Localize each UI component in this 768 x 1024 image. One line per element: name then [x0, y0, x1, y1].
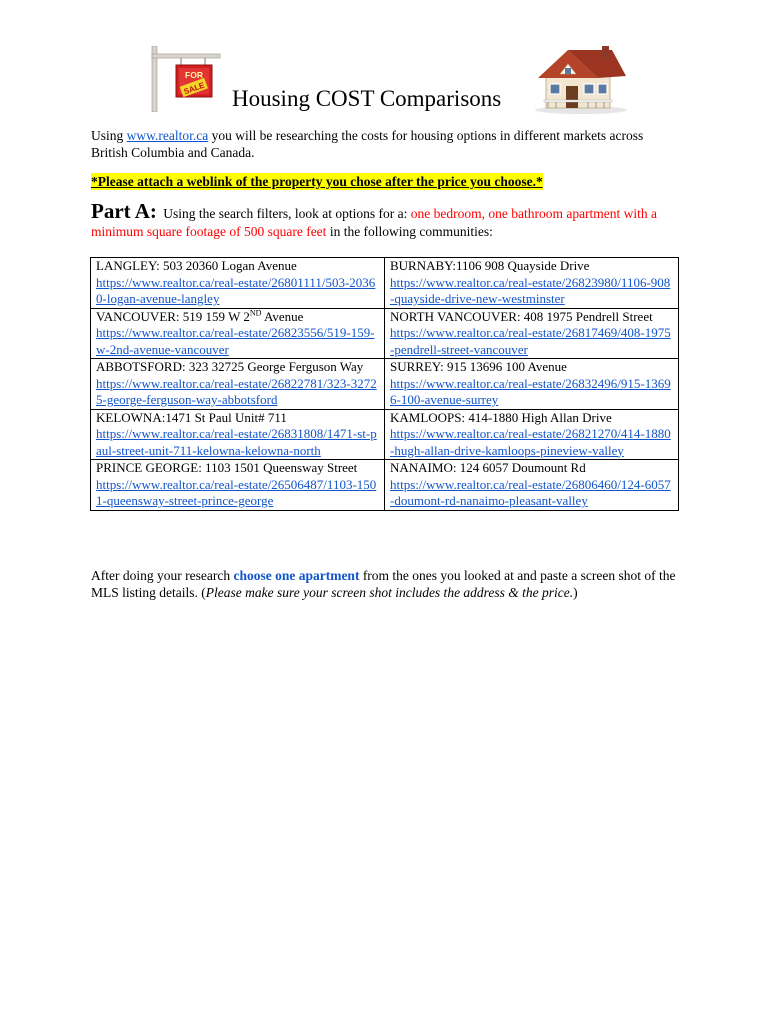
listing-cell-surrey [385, 359, 679, 410]
listing-link[interactable]: https://www.realtor.ca/real-estate/26801111/503-20360-logan-avenue-langley [96, 274, 376, 306]
listing-link[interactable]: https://www.realtor.ca/real-estate/26821270/414-1880-hugh-allan-drive-kamloops-pineview-valley [390, 426, 671, 458]
listing-cell-north-vancouver [385, 308, 679, 359]
after-italic-note: Please make sure your screen shot includes the address & the price. [205, 585, 574, 600]
after-research-paragraph [91, 567, 681, 601]
for-sale-sign-icon [148, 46, 222, 112]
listing-cell-kamloops [385, 409, 679, 460]
listing-cell-vancouver [91, 308, 385, 359]
listing-address: KELOWNA:1471 St Paul Unit# 711 [96, 409, 287, 425]
sign-sale-label: SALE [182, 80, 206, 97]
listing-address: NORTH VANCOUVER: 408 1975 Pendrell Street [390, 308, 653, 324]
intro-prefix: Using [91, 128, 127, 143]
ordinal-superscript: ND [249, 308, 262, 318]
attach-weblink-note: *Please attach a weblink of the property you chose after the price you choose.* [91, 174, 543, 189]
listing-link[interactable]: https://www.realtor.ca/real-estate/26806460/124-6057-doumont-rd-nanaimo-pleasant-valley [390, 476, 671, 508]
after-text3: ) [573, 585, 578, 600]
part-a-text2: in the following communities: [326, 224, 493, 239]
listing-cell-kelowna [91, 409, 385, 460]
listing-address: ABBOTSFORD: 323 32725 George Ferguson Way [96, 359, 364, 374]
part-a-heading: Part A: [91, 199, 157, 223]
house-icon [532, 44, 630, 114]
intro-paragraph [91, 127, 681, 161]
address-part: VANCOUVER: 519 159 W 2 [96, 308, 250, 324]
listing-link[interactable]: https://www.realtor.ca/real-estate/26506487/1103-1501-queensway-street-prince-george [96, 476, 377, 508]
choose-apartment-emphasis: choose one apartment [233, 568, 360, 583]
listing-cell-nanaimo [385, 460, 679, 511]
part-a-text1: Using the search filters, look at options for a: [163, 206, 411, 221]
table-row [91, 460, 679, 511]
sign-for-label: FOR [185, 70, 203, 80]
listing-address: NANAIMO: 124 6057 Doumount Rd [390, 460, 586, 475]
listing-link[interactable]: https://www.realtor.ca/real-estate/26831808/1471-st-paul-street-unit-711-kelowna-kelowna-north [96, 426, 377, 458]
listing-cell-langley [91, 258, 385, 309]
part-a-criteria: one bedroom, one bathroom apartment with a minimum square footage of 500 square feet [91, 206, 658, 239]
table-row [91, 409, 679, 460]
listing-link[interactable]: https://www.realtor.ca/real-estate/26817469/408-1975-pendrell-street-vancouver [390, 325, 671, 357]
table-row [91, 359, 679, 410]
listing-cell-abbotsford [91, 359, 385, 410]
listing-address [96, 309, 380, 326]
listing-link[interactable]: https://www.realtor.ca/real-estate/26832496/915-13696-100-avenue-surrey [390, 375, 671, 407]
intro-suffix: you will be researching the costs for housing options in different markets across British Columbia and Canada. [91, 128, 644, 160]
listing-link[interactable]: https://www.realtor.ca/real-estate/26823556/519-159-w-2nd-avenue-vancouver [96, 325, 375, 357]
after-text1: After doing your research [91, 568, 234, 583]
listing-address: KAMLOOPS: 414-1880 High Allan Drive [390, 409, 612, 425]
communities-table [90, 257, 679, 511]
table-row [91, 258, 679, 309]
listing-address: BURNABY:1106 908 Quayside Drive [390, 258, 590, 273]
listing-cell-burnaby [385, 258, 679, 309]
realtor-link[interactable]: www.realtor.ca [126, 128, 209, 143]
listing-cell-prince-george [91, 460, 385, 511]
listing-link[interactable]: https://www.realtor.ca/real-estate/26823980/1106-908-quayside-drive-new-westminster [390, 274, 671, 306]
listing-address: PRINCE GEORGE: 1103 1501 Queensway Street [96, 460, 358, 475]
table-row [91, 308, 679, 359]
address-part: Avenue [261, 308, 304, 324]
listing-link[interactable]: https://www.realtor.ca/real-estate/26822781/323-32725-george-ferguson-way-abbotsford [96, 375, 377, 407]
listing-address: LANGLEY: 503 20360 Logan Avenue [96, 258, 297, 273]
part-a-paragraph [91, 199, 681, 241]
page-title: Housing COST Comparisons [232, 86, 502, 111]
after-text2: from the ones you looked at and paste a screen shot of the MLS listing details. ( [91, 568, 676, 600]
listing-address: SURREY: 915 13696 100 Avenue [390, 359, 567, 374]
